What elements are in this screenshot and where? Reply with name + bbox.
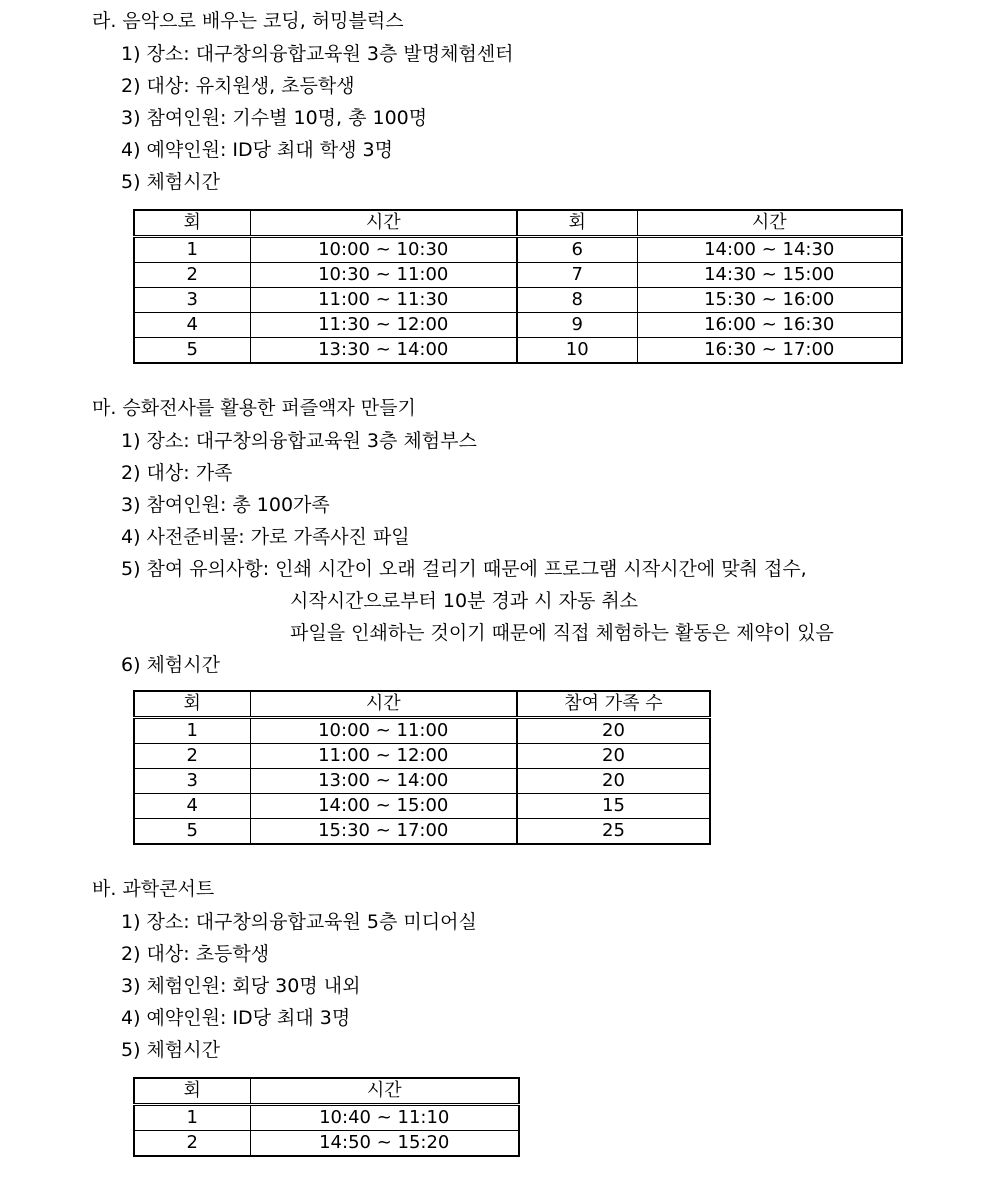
- ma-item-materials: 4) 사전준비물: 가로 가족사진 파일: [121, 526, 410, 548]
- table-row: [134, 718, 710, 744]
- header-cell: 회: [517, 210, 637, 237]
- header-cell: 시간: [250, 210, 517, 237]
- header-cell: 시간: [637, 210, 902, 237]
- cell: 14:50 ~ 15:20: [250, 1131, 519, 1157]
- ma-item-notes: 5) 참여 유의사항: 인쇄 시간이 오래 걸리기 때문에 프로그램 시작시간에 맞춰 접수,: [121, 558, 807, 580]
- cell: 1: [134, 1105, 250, 1131]
- ra-item-target: 2) 대상: 유치원생, 초등학생: [121, 75, 355, 97]
- cell: 25: [517, 819, 710, 845]
- cell: 15: [517, 794, 710, 819]
- ra-item-location: 1) 장소: 대구창의융합교육원 3층 발명체험센터: [121, 43, 514, 65]
- table-header-row: [134, 1078, 519, 1105]
- ra-schedule-table: [133, 209, 903, 364]
- table-header-row: [134, 210, 902, 237]
- table-row: [134, 313, 902, 338]
- cell: 10:40 ~ 11:10: [250, 1105, 519, 1131]
- table-row: [134, 794, 710, 819]
- header-cell: 참여 가족 수: [517, 691, 710, 718]
- ma-item-target: 2) 대상: 가족: [121, 462, 233, 484]
- cell: 13:00 ~ 14:00: [250, 769, 517, 794]
- ba-item-schedule: 5) 체험시간: [121, 1039, 220, 1061]
- ma-notes-continuation: 시작시간으로부터 10분 경과 시 자동 취소: [290, 590, 639, 612]
- section-title-ra: 라. 음악으로 배우는 코딩, 허밍블럭스: [92, 10, 404, 32]
- cell: 14:30 ~ 15:00: [637, 263, 902, 288]
- cell: 10:00 ~ 11:00: [250, 718, 517, 744]
- cell: 20: [517, 718, 710, 744]
- table-row: [134, 744, 710, 769]
- header-cell: 시간: [250, 1078, 519, 1105]
- cell: 10:30 ~ 11:00: [250, 263, 517, 288]
- cell: 10:00 ~ 10:30: [250, 237, 517, 263]
- ba-item-target: 2) 대상: 초등학생: [121, 943, 270, 965]
- header-cell: 회: [134, 210, 250, 237]
- cell: 2: [134, 1131, 250, 1157]
- table-row: [134, 819, 710, 845]
- header-cell: 회: [134, 691, 250, 718]
- cell: 6: [517, 237, 637, 263]
- cell: 20: [517, 744, 710, 769]
- cell: 8: [517, 288, 637, 313]
- section-title-ba: 바. 과학콘서트: [92, 878, 215, 900]
- cell: 15:30 ~ 16:00: [637, 288, 902, 313]
- cell: 3: [134, 769, 250, 794]
- table-header-row: [134, 691, 710, 718]
- ba-item-reservation: 4) 예약인원: ID당 최대 3명: [121, 1007, 351, 1029]
- cell: 7: [517, 263, 637, 288]
- table-row: [134, 338, 902, 364]
- section-title-ma: 마. 승화전사를 활용한 퍼즐액자 만들기: [92, 397, 416, 419]
- header-cell: 시간: [250, 691, 517, 718]
- cell: 1: [134, 237, 250, 263]
- table-row: [134, 263, 902, 288]
- cell: 5: [134, 338, 250, 364]
- cell: 10: [517, 338, 637, 364]
- table-row: [134, 1105, 519, 1131]
- cell: 11:30 ~ 12:00: [250, 313, 517, 338]
- cell: 16:00 ~ 16:30: [637, 313, 902, 338]
- cell: 15:30 ~ 17:00: [250, 819, 517, 845]
- ba-schedule-table: [133, 1077, 520, 1157]
- cell: 4: [134, 313, 250, 338]
- table-row: [134, 1131, 519, 1157]
- cell: 9: [517, 313, 637, 338]
- table-row: [134, 769, 710, 794]
- ra-item-reservation: 4) 예약인원: ID당 최대 학생 3명: [121, 139, 393, 161]
- cell: 5: [134, 819, 250, 845]
- ba-item-location: 1) 장소: 대구창의융합교육원 5층 미디어실: [121, 911, 477, 933]
- ra-item-participants: 3) 참여인원: 기수별 10명, 총 100명: [121, 107, 428, 129]
- cell: 14:00 ~ 14:30: [637, 237, 902, 263]
- ma-schedule-table: [133, 690, 711, 845]
- cell: 2: [134, 744, 250, 769]
- cell: 4: [134, 794, 250, 819]
- ra-item-schedule: 5) 체험시간: [121, 171, 220, 193]
- cell: 11:00 ~ 11:30: [250, 288, 517, 313]
- cell: 2: [134, 263, 250, 288]
- cell: 14:00 ~ 15:00: [250, 794, 517, 819]
- ma-item-location: 1) 장소: 대구창의융합교육원 3층 체험부스: [121, 430, 477, 452]
- ma-item-participants: 3) 참여인원: 총 100가족: [121, 494, 330, 516]
- cell: 11:00 ~ 12:00: [250, 744, 517, 769]
- table-row: [134, 288, 902, 313]
- ma-notes-continuation: 파일을 인쇄하는 것이기 때문에 직접 체험하는 활동은 제약이 있음: [290, 622, 834, 644]
- header-cell: 회: [134, 1078, 250, 1105]
- cell: 1: [134, 718, 250, 744]
- cell: 20: [517, 769, 710, 794]
- ma-item-schedule: 6) 체험시간: [121, 654, 220, 676]
- cell: 16:30 ~ 17:00: [637, 338, 902, 364]
- cell: 3: [134, 288, 250, 313]
- ba-item-participants: 3) 체험인원: 회당 30명 내외: [121, 975, 361, 997]
- cell: 13:30 ~ 14:00: [250, 338, 517, 364]
- table-row: [134, 237, 902, 263]
